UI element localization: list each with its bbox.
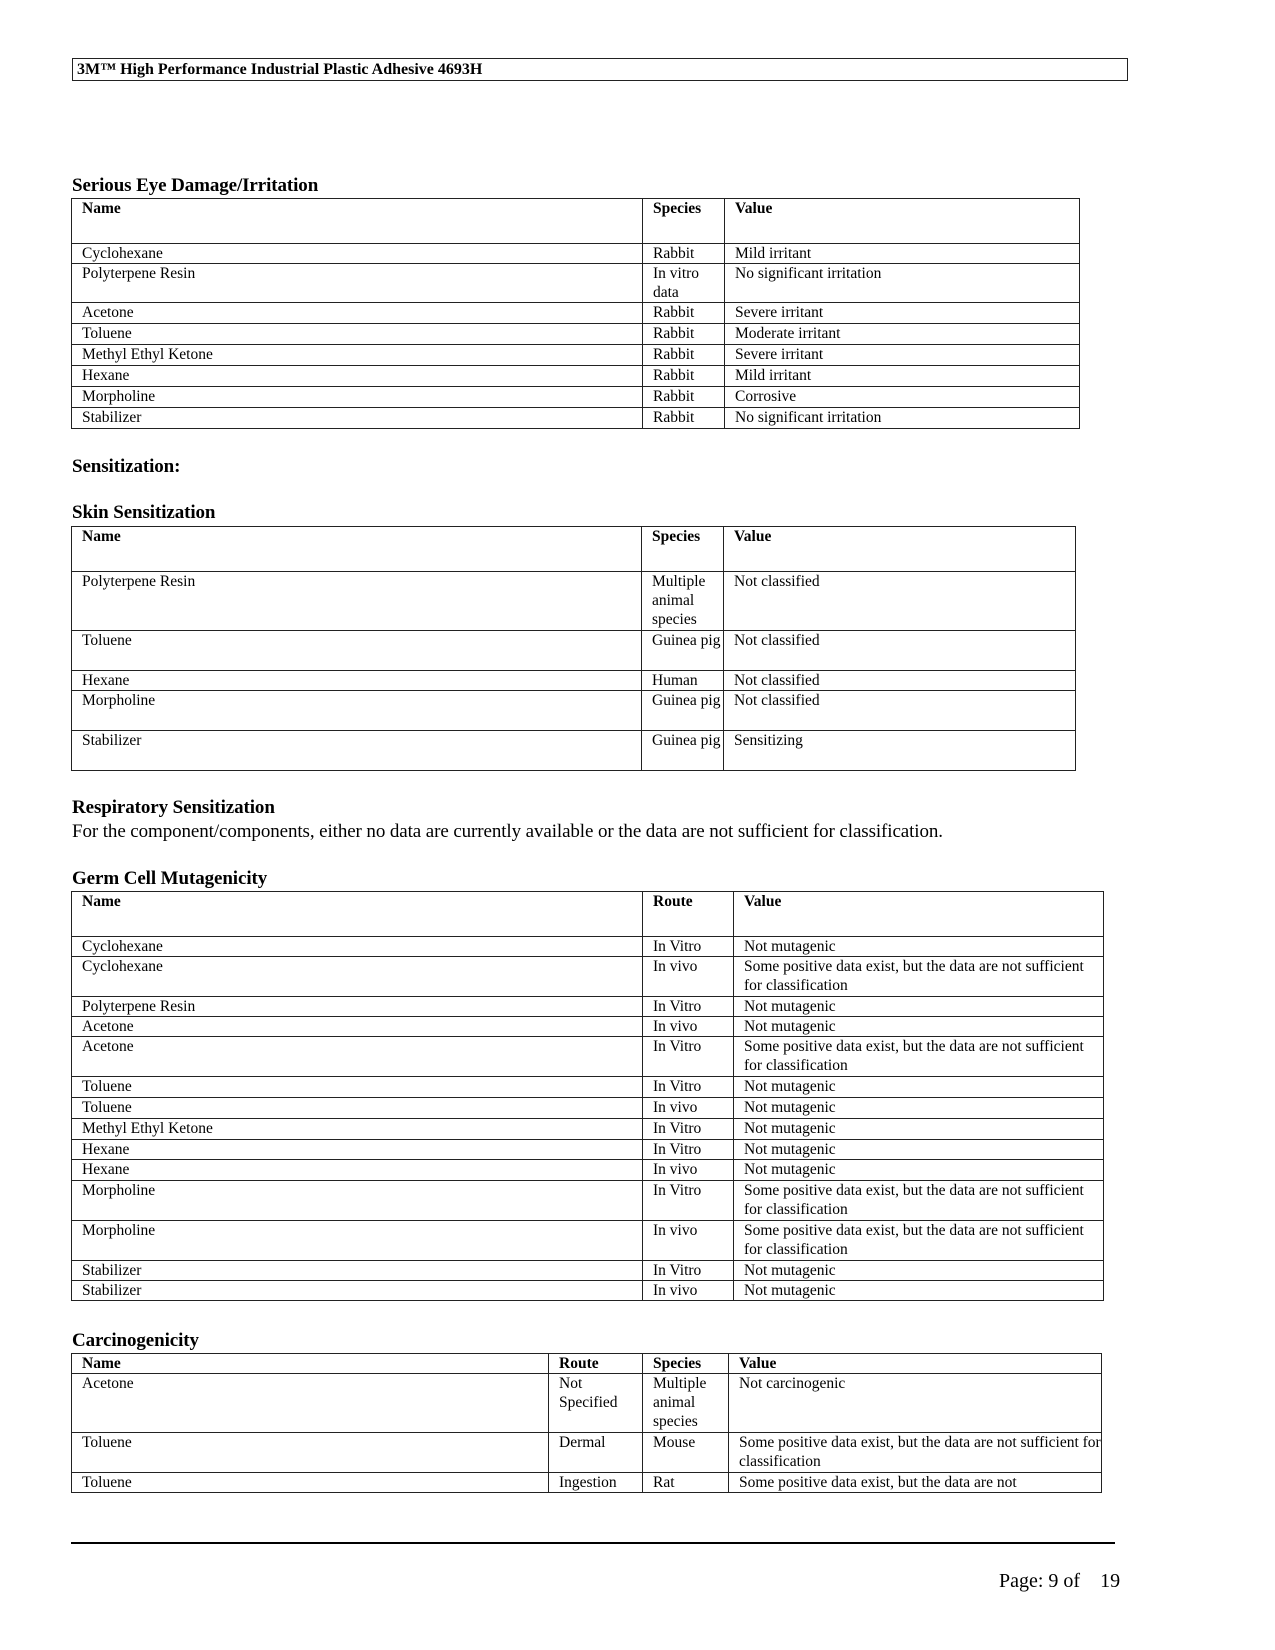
cell-value: Some positive data exist, but the data are not sufficient for classification (734, 957, 1104, 997)
cell-species: Guinea pig (642, 731, 724, 771)
column-header: Species (643, 1354, 729, 1374)
cell-name: Toluene (72, 324, 643, 345)
carcinogenicity-table (71, 1353, 1102, 1493)
cell-species: Rabbit (643, 244, 725, 264)
table-row (72, 1160, 1104, 1181)
cell-name: Acetone (72, 1017, 643, 1037)
cell-name: Stabilizer (72, 1261, 643, 1281)
cell-value: Sensitizing (724, 731, 1076, 771)
table-row (72, 387, 1080, 408)
cell-value: Not classified (724, 671, 1076, 691)
cell-value: Not mutagenic (734, 1281, 1104, 1301)
table-row (72, 997, 1104, 1017)
cell-name: Morpholine (72, 1221, 643, 1261)
cell-name: Hexane (72, 1160, 643, 1181)
cell-value: Not mutagenic (734, 1017, 1104, 1037)
section-title-germ-cell-mutagenicity: Germ Cell Mutagenicity (72, 868, 268, 889)
table-row (72, 345, 1080, 366)
cell-value: Not mutagenic (734, 1140, 1104, 1160)
cell-species: Rabbit (643, 387, 725, 408)
cell-species: Rabbit (643, 303, 725, 324)
column-header: Name (72, 1354, 549, 1374)
cell-value: Not mutagenic (734, 1077, 1104, 1098)
cell-value: Not classified (724, 691, 1076, 731)
document-header: 3M™ High Performance Industrial Plastic Adhesive 4693H (72, 58, 1128, 81)
column-header: Value (724, 527, 1076, 572)
table-row (72, 1119, 1104, 1140)
cell-value: Mild irritant (725, 244, 1080, 264)
table-row (72, 957, 1104, 997)
table-row (72, 572, 1076, 631)
cell-value: Some positive data exist, but the data are not sufficient for classification (734, 1037, 1104, 1077)
cell-value: Not carcinogenic (729, 1374, 1102, 1433)
table-row (72, 691, 1076, 731)
cell-route: In vivo (643, 957, 734, 997)
cell-value: Some positive data exist, but the data are not sufficient for classification (734, 1181, 1104, 1221)
cell-species: Rabbit (643, 345, 725, 366)
cell-route: Dermal (549, 1433, 643, 1473)
table-row (72, 1181, 1104, 1221)
cell-name: Morpholine (72, 691, 642, 731)
cell-name: Toluene (72, 1433, 549, 1473)
cell-value: Severe irritant (725, 303, 1080, 324)
cell-name: Stabilizer (72, 731, 642, 771)
column-header: Name (72, 527, 642, 572)
table-row (72, 1098, 1104, 1119)
column-header: Value (734, 892, 1104, 937)
column-header: Name (72, 199, 643, 244)
cell-route: In Vitro (643, 937, 734, 957)
cell-species: Guinea pig (642, 691, 724, 731)
column-header: Value (725, 199, 1080, 244)
cell-name: Acetone (72, 303, 643, 324)
cell-value: Not mutagenic (734, 997, 1104, 1017)
cell-value: Not mutagenic (734, 1119, 1104, 1140)
cell-route: In vivo (643, 1281, 734, 1301)
cell-route: In Vitro (643, 1140, 734, 1160)
respiratory-sensitization-text: For the component/components, either no data are currently available or the data are not sufficient for classification. (72, 821, 943, 842)
cell-value: Corrosive (725, 387, 1080, 408)
cell-route: In Vitro (643, 997, 734, 1017)
table-row (72, 1473, 1102, 1493)
cell-value: Moderate irritant (725, 324, 1080, 345)
page-number: Page: 9 of 19 (999, 1570, 1121, 1592)
cell-value: Some positive data exist, but the data are not sufficient for classification (734, 1221, 1104, 1261)
cell-value: Not classified (724, 631, 1076, 671)
table-row (72, 1017, 1104, 1037)
table-row (72, 324, 1080, 345)
section-title-carcinogenicity: Carcinogenicity (72, 1330, 199, 1351)
column-header: Species (643, 199, 725, 244)
cell-name: Methyl Ethyl Ketone (72, 345, 643, 366)
cell-name: Morpholine (72, 387, 643, 408)
cell-route: Not Specified (549, 1374, 643, 1433)
table-header-row (72, 1354, 1102, 1374)
cell-name: Hexane (72, 366, 643, 387)
cell-species: Human (642, 671, 724, 691)
cell-name: Stabilizer (72, 408, 643, 429)
table-row (72, 631, 1076, 671)
table-row (72, 1221, 1104, 1261)
cell-name: Morpholine (72, 1181, 643, 1221)
cell-value: Some positive data exist, but the data are not sufficient for classification (729, 1433, 1102, 1473)
cell-species: Multiple animal species (642, 572, 724, 631)
cell-route: In vivo (643, 1160, 734, 1181)
cell-name: Toluene (72, 631, 642, 671)
cell-name: Polyterpene Resin (72, 997, 643, 1017)
cell-name: Toluene (72, 1473, 549, 1493)
table-row (72, 1433, 1102, 1473)
section-title-eye-damage: Serious Eye Damage/Irritation (72, 175, 319, 196)
section-title-skin-sensitization: Skin Sensitization (72, 502, 216, 523)
cell-name: Hexane (72, 1140, 643, 1160)
table-row (72, 1077, 1104, 1098)
column-header: Name (72, 892, 643, 937)
table-row (72, 731, 1076, 771)
cell-name: Methyl Ethyl Ketone (72, 1119, 643, 1140)
cell-route: In Vitro (643, 1119, 734, 1140)
cell-value: Severe irritant (725, 345, 1080, 366)
cell-value: Mild irritant (725, 366, 1080, 387)
cell-route: In Vitro (643, 1181, 734, 1221)
cell-name: Acetone (72, 1374, 549, 1433)
section-title-respiratory-sensitization: Respiratory Sensitization (72, 797, 275, 818)
cell-name: Acetone (72, 1037, 643, 1077)
cell-name: Cyclohexane (72, 937, 643, 957)
table-header-row (72, 527, 1076, 572)
table-row (72, 1261, 1104, 1281)
column-header: Species (642, 527, 724, 572)
table-row (72, 408, 1080, 429)
cell-value: Not mutagenic (734, 1098, 1104, 1119)
cell-name: Polyterpene Resin (72, 264, 643, 303)
table-row (72, 1374, 1102, 1433)
table-row (72, 1140, 1104, 1160)
eye-damage-table (71, 198, 1080, 429)
skin-sensitization-table (71, 526, 1076, 771)
germ-cell-mutagenicity-table (71, 891, 1104, 1301)
cell-species: Rabbit (643, 366, 725, 387)
table-row (72, 244, 1080, 264)
cell-value: Not mutagenic (734, 1261, 1104, 1281)
cell-species: Rat (643, 1473, 729, 1493)
cell-value: Not mutagenic (734, 937, 1104, 957)
cell-value: Not classified (724, 572, 1076, 631)
cell-name: Polyterpene Resin (72, 572, 642, 631)
cell-route: In Vitro (643, 1037, 734, 1077)
column-header: Route (643, 892, 734, 937)
cell-species: Rabbit (643, 408, 725, 429)
cell-route: In Vitro (643, 1261, 734, 1281)
column-header: Value (729, 1354, 1102, 1374)
footer-divider (71, 1542, 1115, 1544)
cell-route: In vivo (643, 1098, 734, 1119)
table-row (72, 937, 1104, 957)
cell-route: In Vitro (643, 1077, 734, 1098)
cell-name: Toluene (72, 1098, 643, 1119)
cell-species: Multiple animal species (643, 1374, 729, 1433)
table-row (72, 1281, 1104, 1301)
table-row (72, 264, 1080, 303)
column-header: Route (549, 1354, 643, 1374)
cell-value: Some positive data exist, but the data are not (729, 1473, 1102, 1493)
cell-species: Mouse (643, 1433, 729, 1473)
cell-value: Not mutagenic (734, 1160, 1104, 1181)
table-row (72, 303, 1080, 324)
cell-name: Toluene (72, 1077, 643, 1098)
cell-route: Ingestion (549, 1473, 643, 1493)
cell-route: In vivo (643, 1017, 734, 1037)
table-row (72, 1037, 1104, 1077)
cell-species: Rabbit (643, 324, 725, 345)
cell-name: Cyclohexane (72, 244, 643, 264)
table-header-row (72, 199, 1080, 244)
cell-name: Stabilizer (72, 1281, 643, 1301)
section-title-sensitization: Sensitization: (72, 456, 181, 477)
cell-species: In vitro data (643, 264, 725, 303)
table-header-row (72, 892, 1104, 937)
cell-value: No significant irritation (725, 408, 1080, 429)
cell-species: Guinea pig (642, 631, 724, 671)
table-row (72, 671, 1076, 691)
cell-value: No significant irritation (725, 264, 1080, 303)
cell-name: Cyclohexane (72, 957, 643, 997)
cell-route: In vivo (643, 1221, 734, 1261)
table-row (72, 366, 1080, 387)
cell-name: Hexane (72, 671, 642, 691)
